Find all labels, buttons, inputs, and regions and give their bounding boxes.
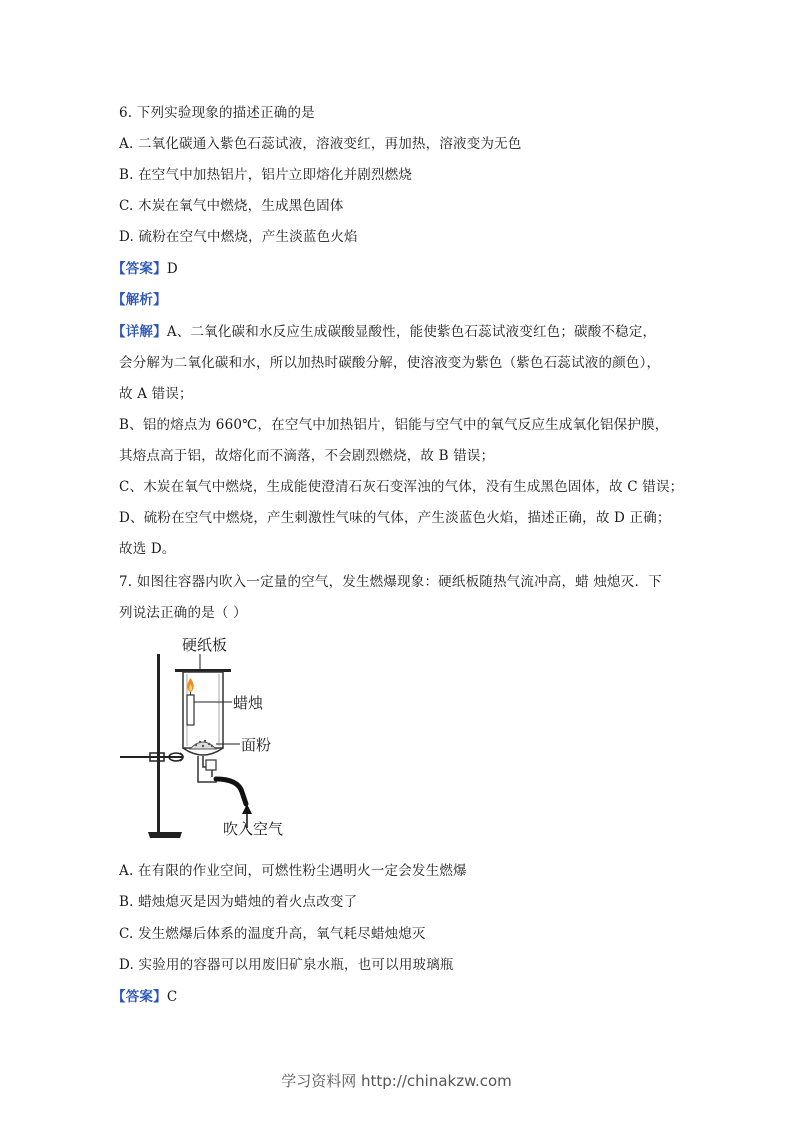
answer-value: D — [166, 261, 178, 277]
q6-detail-8: 故选 D。 — [119, 541, 176, 557]
q6-option-b: B. 在空气中加热铝片，铝片立即熔化并剧烈燃烧 — [119, 167, 413, 183]
analysis-tag: 【解析】 — [112, 292, 167, 308]
q6-stem: 6. 下列实验现象的描述正确的是 — [119, 105, 315, 121]
page-footer: 学习资料网 http://chinakzw.com — [281, 1072, 512, 1090]
stand-rod — [157, 654, 160, 834]
q6-detail-2: 会分解为二氧化碳和水，所以加热时碳酸分解，使溶液变为紫色（紫色石蕊试液的颜色）， — [119, 355, 661, 371]
q6-option-d: D. 硫粉在空气中燃烧，产生淡蓝色火焰 — [119, 229, 358, 245]
answer-tag: 【答案】 — [112, 989, 167, 1005]
candle — [187, 695, 194, 725]
q6-option-c: C. 木炭在氧气中燃烧，生成黑色固体 — [119, 198, 344, 214]
q7-stem-1: 7. 如图往容器内吹入一定量的空气，发生燃爆现象：硬纸板随热气流冲高，蜡 烛熄灭．下 — [119, 574, 662, 590]
q7-answer — [112, 988, 177, 1006]
apparatus-diagram — [120, 632, 300, 847]
q6-detail-5: 其熔点高于铝，故熔化而不滴落，不会剧烈燃烧，故 B 错误； — [119, 448, 495, 464]
experiment-figure — [120, 632, 300, 847]
detail-text: A、二氧化碳和水反应生成碳酸显酸性，能使紫色石蕊试液变红色；碳酸不稳定， — [166, 324, 657, 340]
label-blow-air: 吹入空气 — [223, 820, 284, 838]
q7-option-c: C. 发生燃爆后体系的温度升高，氧气耗尽蜡烛熄灭 — [119, 926, 426, 942]
answer-value: C — [166, 989, 178, 1005]
q6-detail-7: D、硫粉在空气中燃烧，产生刺激性气味的气体，产生淡蓝色火焰，描述正确，故 D 正确； — [119, 510, 671, 526]
rubber-hose — [216, 779, 246, 804]
q6-detail-1 — [112, 323, 656, 341]
q7-option-d: D. 实验用的容器可以用废旧矿泉水瓶，也可以用玻璃瓶 — [119, 957, 454, 973]
q6-analysis-tag — [112, 291, 167, 309]
q7-option-b: B. 蜡烛熄灭是因为蜡烛的着火点改变了 — [119, 894, 358, 910]
label-candle: 蜡烛 — [233, 694, 264, 712]
label-flour: 面粉 — [241, 736, 272, 754]
q6-detail-4: B、铝的熔点为 660℃，在空气中加热铝片，铝能与空气中的氧气反应生成氧化铝保护膜， — [119, 417, 669, 433]
q7-option-a: A. 在有限的作业空间，可燃性粉尘遇明火一定会发生燃爆 — [119, 863, 467, 879]
q6-answer — [112, 260, 178, 278]
q6-detail-3: 故 A 错误； — [119, 386, 193, 402]
q6-detail-6: C、木炭在氧气中燃烧，生成能使澄清石灰石变浑浊的气体，没有生成黑色固体，故 C 错误； — [119, 479, 684, 495]
stand-base — [148, 832, 182, 838]
answer-tag: 【答案】 — [112, 261, 167, 277]
q6-option-a: A. 二氧化碳通入紫色石蕊试液，溶液变红，再加热，溶液变为无色 — [119, 136, 522, 152]
detail-tag: 【详解】 — [112, 324, 167, 340]
q7-stem-2: 列说法正确的是（ ） — [119, 605, 247, 621]
label-cardboard: 硬纸板 — [182, 636, 228, 654]
